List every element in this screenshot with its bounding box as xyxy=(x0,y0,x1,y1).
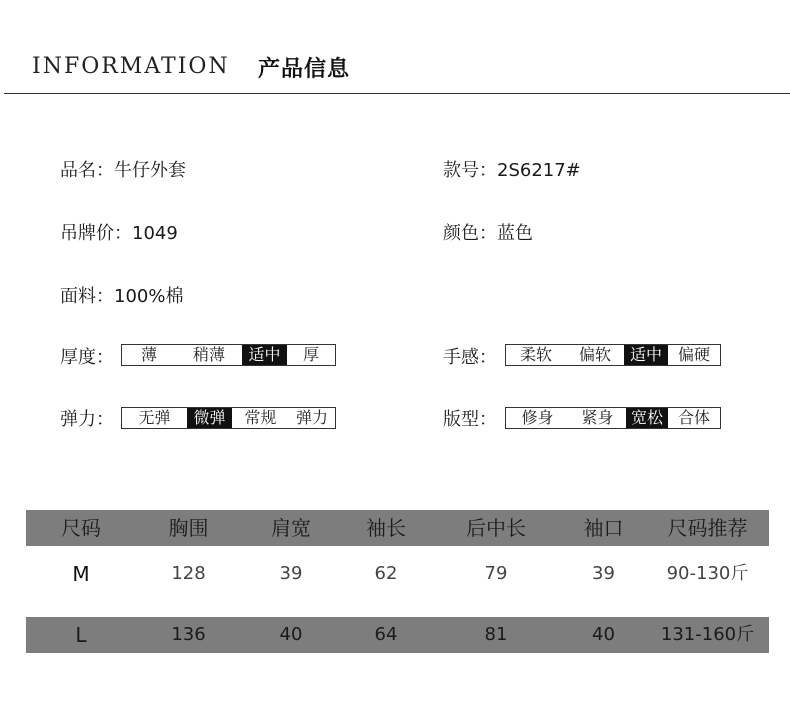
header-divider xyxy=(4,93,790,94)
field-product-name: 品名：牛仔外套 xyxy=(60,160,186,181)
table-cell: 79 xyxy=(484,563,508,584)
header-title-en: INFORMATION xyxy=(32,54,230,79)
scale-thickness-label: 厚度： xyxy=(60,347,114,368)
table-header-cell: 肩宽 xyxy=(271,516,311,540)
table-header-cell: 袖长 xyxy=(366,516,406,540)
scale-option: 紧身 xyxy=(581,408,614,427)
field-fabric: 面料：100%棉 xyxy=(60,286,184,307)
scale-option: 稍薄 xyxy=(192,345,225,364)
scale-option: 修身 xyxy=(521,408,554,427)
table-header-cell: 尺码 xyxy=(61,516,101,540)
table-cell: 62 xyxy=(374,563,398,584)
scale-option-selected: 适中 xyxy=(624,345,668,365)
table-header-cell: 后中长 xyxy=(466,516,526,540)
scale-option-selected: 适中 xyxy=(242,345,287,365)
size-table-header xyxy=(26,510,769,546)
scale-fit-options xyxy=(505,407,721,429)
scale-option: 偏硬 xyxy=(677,345,710,364)
table-row xyxy=(26,617,769,653)
table-cell: 131-160斤 xyxy=(660,624,755,645)
field-color: 颜色：蓝色 xyxy=(443,223,533,244)
scale-option: 薄 xyxy=(140,345,157,364)
table-cell: 39 xyxy=(279,563,303,584)
scale-elasticity-options xyxy=(121,407,336,429)
scale-option: 柔软 xyxy=(519,345,552,364)
scale-fit-label: 版型： xyxy=(443,409,497,430)
table-cell: 128 xyxy=(171,563,206,584)
scale-hand-feel-options xyxy=(505,344,721,366)
scale-elasticity-label: 弹力： xyxy=(60,409,114,430)
scale-option: 合体 xyxy=(677,408,710,427)
table-cell: 136 xyxy=(171,624,206,645)
scale-option: 弹力 xyxy=(295,408,328,427)
table-cell: 40 xyxy=(279,624,303,645)
table-cell: 64 xyxy=(374,624,398,645)
scale-hand-feel-label: 手感： xyxy=(443,347,497,368)
field-tag-price: 吊牌价：1049 xyxy=(60,223,178,244)
scale-option: 无弹 xyxy=(138,408,171,427)
field-style-number: 款号：2S6217# xyxy=(443,160,581,181)
scale-thickness-options xyxy=(121,344,336,366)
table-header-cell: 胸围 xyxy=(168,516,209,540)
table-cell: L xyxy=(75,623,87,647)
table-row xyxy=(26,556,769,592)
table-cell: 40 xyxy=(592,624,615,645)
scale-option-selected: 宽松 xyxy=(626,408,668,428)
table-cell: 81 xyxy=(484,624,508,645)
table-cell: 90-130斤 xyxy=(666,563,749,584)
table-header-cell: 尺码推荐 xyxy=(667,516,748,540)
table-cell: M xyxy=(72,562,90,586)
scale-option: 厚 xyxy=(302,345,319,364)
table-cell: 39 xyxy=(592,563,615,584)
scale-option: 偏软 xyxy=(578,345,611,364)
scale-option: 常规 xyxy=(244,408,277,427)
table-header-cell: 袖口 xyxy=(583,516,624,540)
header-title-cn: 产品信息 xyxy=(258,57,351,82)
scale-option-selected: 微弹 xyxy=(187,408,232,428)
